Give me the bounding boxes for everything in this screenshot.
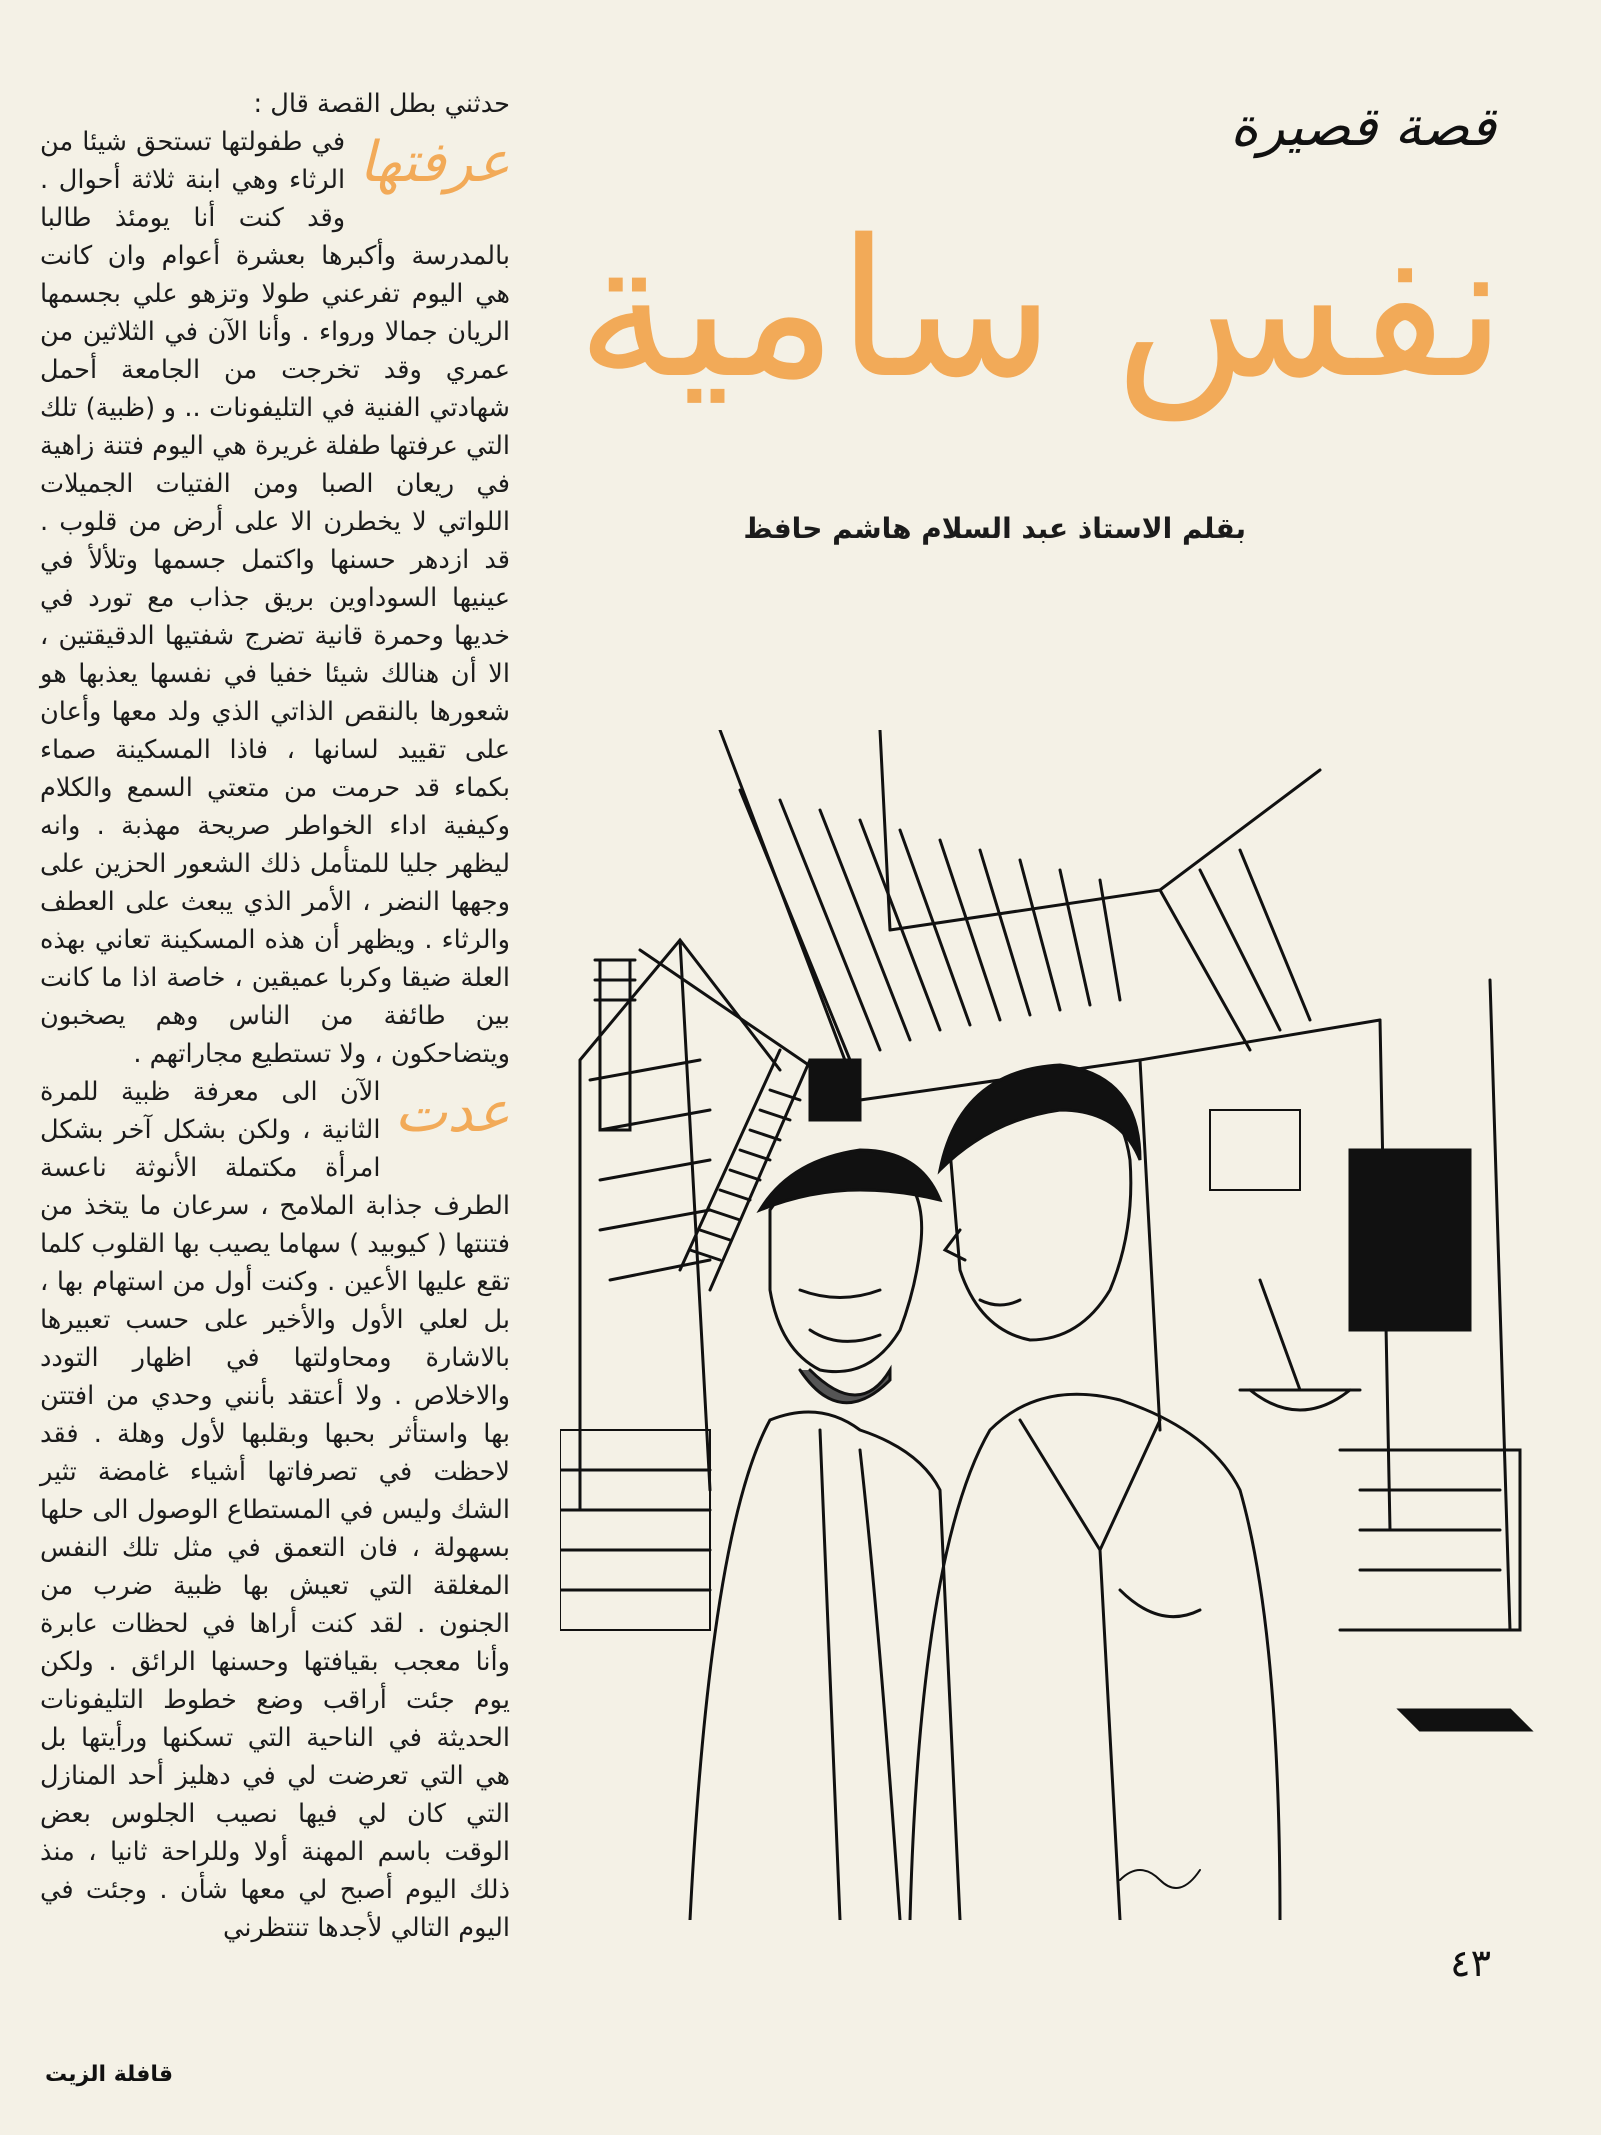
kicker-short-story: قصة قصيرة [1230, 95, 1496, 158]
story-illustration [560, 730, 1550, 1920]
article-section-2 [40, 1073, 510, 1947]
article-intro: حدثني بطل القصة قال : [253, 89, 510, 119]
section-2-text: الآن الى معرفة ظبية للمرة الثانية ، ولكن بشكل آخر بشكل امرأة مكتملة الأنوثة ناعسة الطرف جذابة الملامح ، سرعان ما يتخذ من فتنتها ( كيوبيد ) سهاما يصيب بها القلوب كلما تقع عليها الأعين . وكنت أول من استهام بها ، بل لعلي الأول والأخير على حسب تعبيرها بالاشارة ومحاولتها في اظهار التودد والاخلاص . ولا أعتقد بأنني وحدي من افتتن بها واستأثر بحبها وبقلبها لأول وهلة . فقد لاحظت في تصرفاتها أشياء غامضة تثير الشك وليس في المستطاع الوصول الى حلها بسهولة ، فان التعمق في مثل تلك النفس المغلقة التي تعيش بها ظبية ضرب من الجنون . لقد كنت أراها في لحظات عابرة وأنا معجب بقيافتها وحسنها الرائق . ولكن يوم جئت أراقب وضع خطوط التليفونات الحديثة في الناحية التي تسكنها ورأيتها بل هي التي تعرضت لي في دهليز أحد المنازل التي كان لي فيها نصيب الجلوس بعض الوقت باسم المهنة أولا وللراحة ثانيا ، منذ ذلك اليوم أصبح لي معها شأن . وجئت في اليوم التالي لأجدها تنتظرني [40, 1077, 510, 1943]
article-section-1 [40, 123, 510, 1073]
page-number: ٤٣ [1450, 1941, 1491, 1985]
magazine-footer: قافلة الزيت [45, 2062, 174, 2087]
author-byline: بقلم الاستاذ عبد السلام هاشم حافظ [743, 512, 1246, 545]
story-title: نفس سامية [576, 199, 1506, 420]
section-2-dropword: عدت [394, 1080, 510, 1145]
article-body [40, 85, 510, 2045]
section-1-dropword: عرفتها [359, 130, 510, 195]
section-1-text: في طفولتها تستحق شيئا من الرثاء وهي ابنة ثلاثة أحوال . وقد كنت أنا يومئذ طالبا بالمدرسة وأكبرها بعشرة أعوام وان كانت هي اليوم تفرعني طولا وتزهو علي بجسمها الريان جمالا ورواء . وأنا الآن في الثلاثين من عمري وقد تخرجت من الجامعة أحمل شهادتي الفنية في التليفونات .. و (ظبية) تلك التي عرفتها طفلة غريرة هي اليوم فتنة زاهية في ريعان الصبا ومن الفتيات الجميلات اللواتي لا يخطرن الا على أرض من قلوب . قد ازدهر حسنها واكتمل جسمها وتلألأ في عينيها السوداوين بريق جذاب مع تورد في خديها وحمرة قانية تضرج شفتيها الدقيقتين ، الا أن هنالك شيئا خفيا في نفسها يعذبها هو شعورها بالنقص الذاتي الذي ولد معها وأعان على تقييد لسانها ، فاذا المسكينة صماء بكماء قد حرمت من متعتي السمع والكلام وكيفية اداء الخواطر صريحة مهذبة . وانه ليظهر جليا للمتأمل ذلك الشعور الحزين على وجهها النضر ، الأمر الذي يبعث على العطف والرثاء . ويظهر أن هذه المسكينة تعاني بهذه العلة ضيقا وكربا عميقين ، خاصة اذا ما كانت بين طائفة من الناس وهم يصخبون ويتضاحكون ، ولا تستطيع مجاراتهم . [40, 127, 510, 1069]
